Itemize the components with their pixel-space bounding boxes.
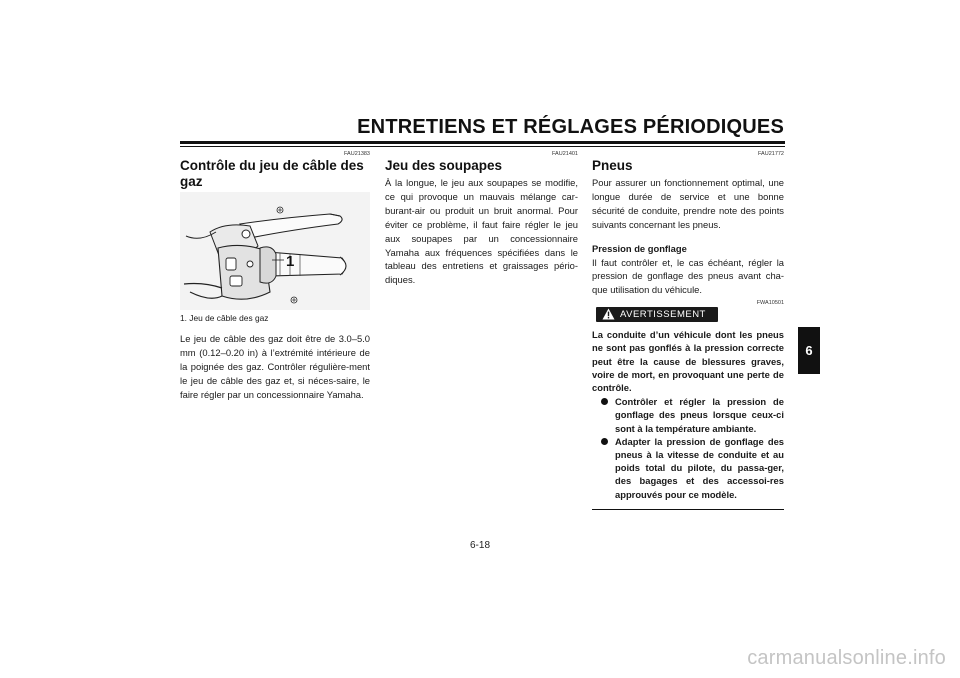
page-title: ENTRETIENS ET RÉGLAGES PÉRIODIQUES	[357, 116, 784, 138]
callout-number: 1	[286, 253, 295, 270]
bullet-icon	[601, 398, 608, 405]
figure-caption: 1. Jeu de câble des gaz	[180, 313, 269, 323]
throttle-cable-text: Le jeu de câble des gaz doit être de 3.0–5.0 mm (0.12–0.20 in) à l’extrémité intérieure de la poignée des gaz. Contrôler régulière-ment le jeu de câble des gaz et, si néces-saire, le faire régler par un concessionnaire Yamaha.	[180, 333, 370, 400]
section-code: FAU21383	[344, 151, 370, 157]
warning-code: FWA10501	[756, 300, 784, 307]
warning-end-rule	[592, 509, 784, 510]
right-column	[592, 150, 784, 510]
warning-badge	[596, 307, 718, 322]
chapter-tab: 6	[798, 327, 820, 374]
header-rule-thin	[180, 146, 785, 147]
warning-label: AVERTISSEMENT	[620, 309, 706, 321]
section-code: FAU21772	[758, 151, 784, 157]
list-item-text: Adapter la pression de gonflage des pneus à la vitesse de conduite et au poids total du pilote, du passa-ger, des bagages et des accessoi-res approuvés pour ce modèle.	[615, 435, 784, 500]
tires-intro-text: Pour assurer un fonctionnement optimal, une longue durée de service et une bonne sécurité de conduite, prendre note des points suivants concernant les pneus.	[592, 177, 784, 230]
page-number: 6-18	[469, 540, 490, 551]
list-item-text: Contrôler et régler la pression de gonflage des pneus lorsque ceux-ci sont à la température ambiante.	[615, 396, 784, 434]
section-code: FAU21401	[552, 151, 578, 157]
throttle-grip-figure	[180, 192, 370, 310]
header-rule-thick	[180, 141, 785, 144]
warning-list	[592, 395, 784, 501]
valve-clearance-text: À la longue, le jeu aux soupapes se modifie, ce qui provoque un mauvais mélange car-burant-air ou produit un bruit anormal. Pour éviter ce problème, il faut faire régler le jeu aux soupapes par un concessionnaire Yamaha aux fréquences spécifiées dans le tableau des entretiens et graissages pério-diques.	[385, 177, 578, 286]
section-heading-throttle-cable: Contrôle du jeu de câble des gaz	[180, 158, 364, 189]
warning-triangle-icon	[602, 308, 615, 320]
left-column	[180, 150, 370, 402]
section-heading-valve-clearance: Jeu des soupapes	[385, 158, 503, 173]
section-heading-tires: Pneus	[592, 158, 633, 173]
list-item	[592, 395, 784, 435]
tire-pressure-text: Il faut contrôler et, le cas échéant, régler la pression de gonflage des pneus avant cha-que utilisation du véhicule.	[592, 256, 784, 296]
subheading-tire-pressure: Pression de gonflage	[592, 242, 687, 254]
warning-text: La conduite d’un véhicule dont les pneus ne sont pas gonflés à la pression correcte peut être la cause de blessures graves, voire de mort, en provoquant une perte de contrôle.	[592, 329, 784, 394]
throttle-grip-illustration	[180, 192, 370, 310]
bullet-icon	[601, 438, 608, 445]
watermark: carmanualsonline.info	[747, 647, 946, 669]
list-item	[592, 435, 784, 501]
middle-column	[385, 150, 578, 287]
